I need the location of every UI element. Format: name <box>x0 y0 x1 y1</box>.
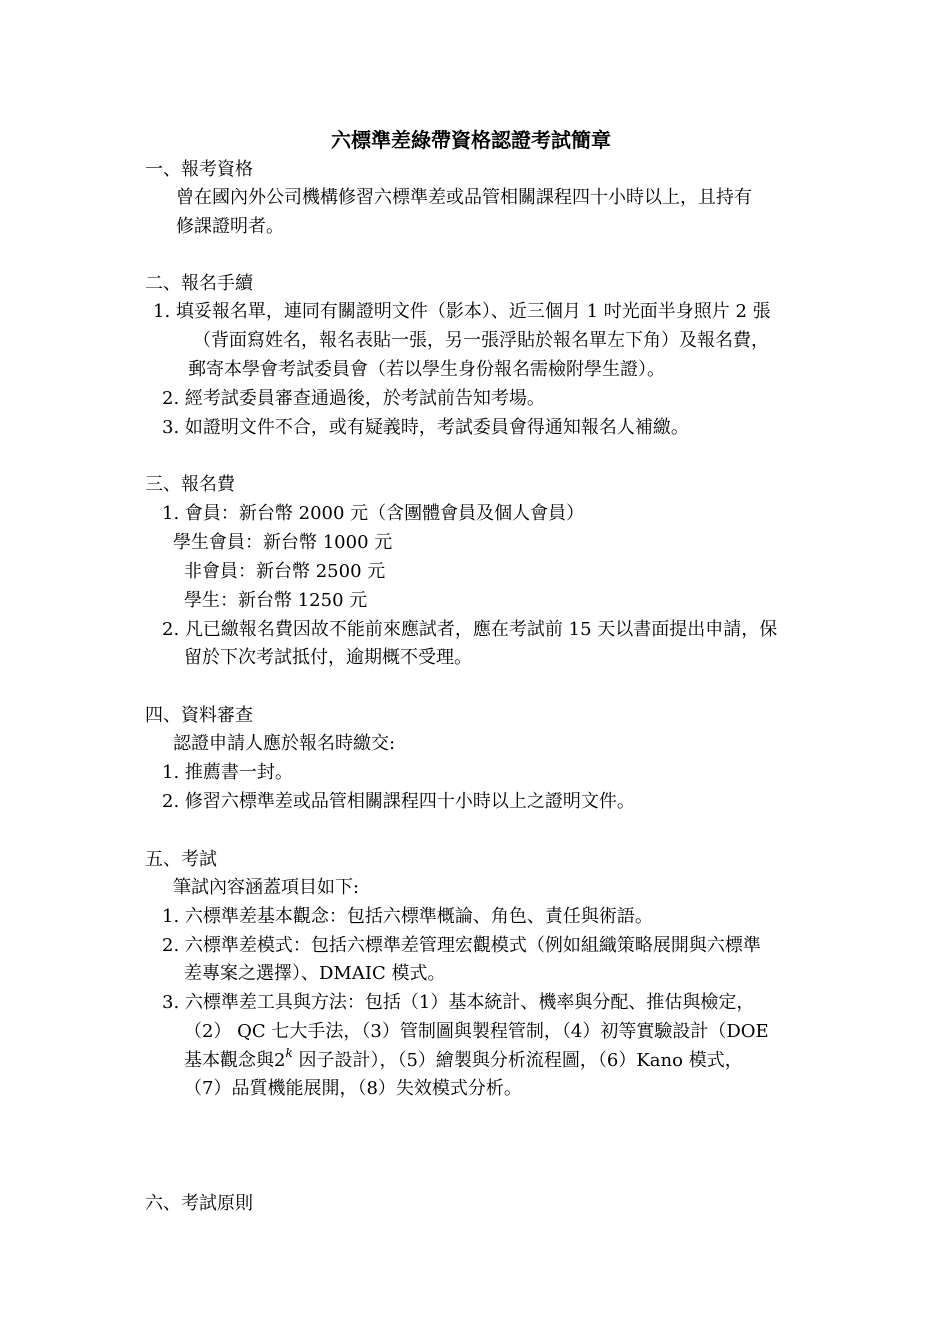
section-6-heading: 六、考試原則 <box>145 1193 253 1214</box>
fee-line: 學生會員：新台幣 1000 元 <box>173 532 393 553</box>
list-item-continuation: （2） QC 七大手法，（3）管制圖與製程管制，（4）初等實驗設計（DOE <box>184 1021 769 1042</box>
list-item: 1. 推薦書一封。 <box>162 762 293 783</box>
list-item: 1. 六標準差基本觀念：包括六標準概論、角色、責任與術語。 <box>162 906 653 927</box>
section-5-intro: 筆試內容涵蓋項目如下: <box>173 877 360 898</box>
list-item: 1. 填妥報名單，連同有關證明文件（影本）、近三個月 1 吋光面半身照片 2 張 <box>153 301 771 322</box>
section-3-heading: 三、報名費 <box>145 474 235 495</box>
formula-text-suffix: 因子設計），（5）繪製與分析流程圖，（6）Kano 模式， <box>292 1050 743 1071</box>
section-5-heading: 五、考試 <box>145 849 217 870</box>
fee-line: 學生：新台幣 1250 元 <box>184 590 368 611</box>
section-1-paragraph-line: 修課證明者。 <box>176 216 284 237</box>
list-item: 2. 凡已繳報名費因故不能前來應試者，應在考試前 15 天以書面提出申請，保 <box>162 619 778 640</box>
list-item-continuation: 郵寄本學會考試委員會（若以學生身份報名需檢附學生證）。 <box>188 359 665 380</box>
section-4-heading: 四、資料審查 <box>145 705 253 726</box>
section-1-heading: 一、報考資格 <box>145 159 253 180</box>
formula-text-prefix: 基本觀念與2 <box>184 1050 286 1071</box>
list-item: 2. 六標準差模式：包括六標準差管理宏觀模式（例如組織策略展開與六標準 <box>162 935 761 956</box>
page-title: 六標準差綠帶資格認證考試簡章 <box>331 128 611 152</box>
list-item-continuation: （7）品質機能展開，（8）失效模式分析。 <box>184 1078 522 1099</box>
section-1-paragraph-line: 曾在國內外公司機構修習六標準差或品管相關課程四十小時以上，且持有 <box>176 187 752 208</box>
list-item: 2. 修習六標準差或品管相關課程四十小時以上之證明文件。 <box>162 791 635 812</box>
list-item-continuation: 留於下次考試抵付，逾期概不受理。 <box>184 647 472 668</box>
list-item: 3. 如證明文件不合，或有疑義時，考試委員會得通知報名人補繳。 <box>162 417 689 438</box>
section-4-intro: 認證申請人應於報名時繳交: <box>173 733 396 754</box>
list-item-continuation <box>184 1046 743 1073</box>
fee-line: 非會員：新台幣 2500 元 <box>184 561 386 582</box>
list-item-continuation: 差專案之選擇）、DMAIC 模式。 <box>184 963 446 984</box>
list-item: 1. 會員：新台幣 2000 元（含團體會員及個人會員） <box>162 503 585 524</box>
list-item: 3. 六標準差工具與方法：包括（1）基本統計、機率與分配、推估與檢定， <box>162 992 755 1013</box>
list-item: 2. 經考試委員審查通過後，於考試前告知考場。 <box>162 388 545 409</box>
list-item-continuation: （背面寫姓名，報名表貼一張，另一張浮貼於報名單左下角）及報名費， <box>193 330 769 351</box>
section-2-heading: 二、報名手續 <box>145 273 253 294</box>
exponent-k: k <box>285 1046 293 1060</box>
